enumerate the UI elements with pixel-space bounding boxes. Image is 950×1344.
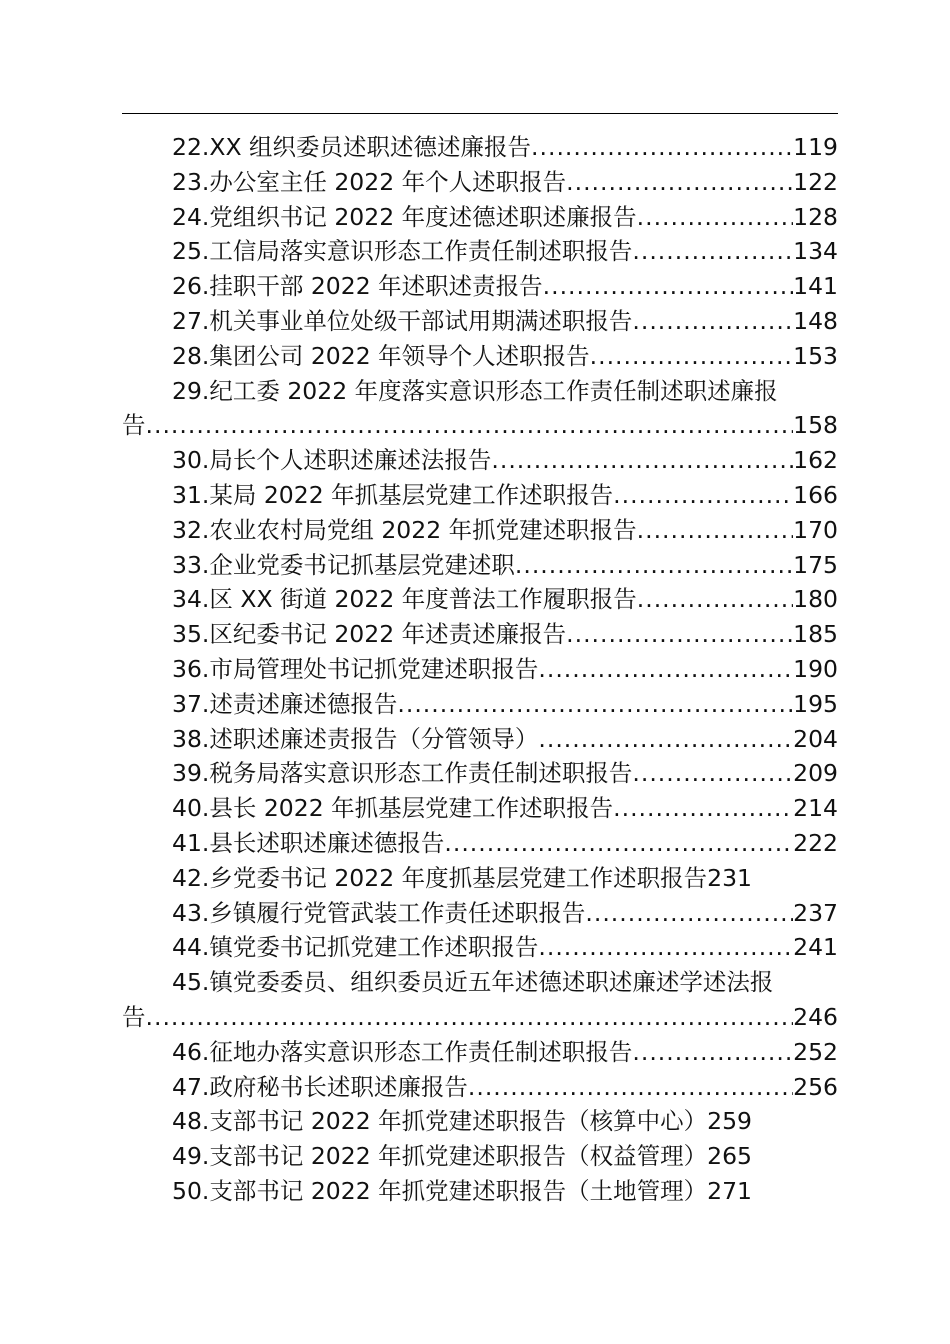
toc-leader-dots (538, 652, 793, 687)
toc-entry[interactable] (0, 1070, 838, 1105)
toc-entry-title: 49.支部书记 2022 年抓党建述职报告（权益管理） (172, 1142, 708, 1171)
toc-entry[interactable] (0, 374, 838, 409)
toc-leader-dots (637, 200, 794, 235)
toc-leader-dots (613, 478, 793, 513)
toc-entry-title: 45.镇党委委员、组织委员近五年述德述职述廉述学述法报 (172, 968, 774, 997)
toc-entry[interactable] (0, 304, 838, 339)
toc-leader-dots (491, 443, 793, 478)
toc-entry-title: 26.挂职干部 2022 年述职述责报告 (172, 272, 543, 301)
toc-entry-title: 39.税务局落实意识形态工作责任制述职报告 (172, 759, 633, 788)
toc-entry-title: 41.县长述职述廉述德报告 (172, 828, 445, 857)
toc-page-number: 237 (793, 898, 838, 927)
toc-entry[interactable] (0, 478, 838, 513)
toc-page-number: 214 (793, 794, 838, 823)
toc-entry[interactable] (0, 826, 838, 861)
toc-entry[interactable] (0, 722, 838, 757)
toc-page-number: 128 (793, 202, 838, 231)
toc-page-number: 122 (793, 167, 838, 196)
toc-page-number: 185 (793, 620, 838, 649)
toc-page-number: 119 (793, 133, 838, 161)
toc-entry[interactable] (0, 1139, 950, 1174)
toc-leader-dots (146, 408, 794, 443)
toc-leader-dots (632, 304, 793, 339)
toc-entry[interactable] (0, 617, 838, 652)
toc-entry-title: 31.某局 2022 年抓基层党建工作述职报告 (172, 480, 614, 509)
toc-entry[interactable] (0, 896, 838, 931)
toc-page-number: 256 (793, 1072, 838, 1101)
toc-leader-dots (590, 339, 794, 374)
toc-entry-title: 48.支部书记 2022 年抓党建述职报告（核算中心） (172, 1107, 708, 1136)
toc-entry-title: 22.XX 组织委员述职述德述廉报告 (172, 133, 532, 161)
toc-entry-title: 32.农业农村局党组 2022 年抓党建述职报告 (172, 515, 637, 544)
toc-entry-title-continuation: 告 (122, 1002, 146, 1031)
toc-entry[interactable] (0, 930, 838, 965)
toc-entry-title: 33.企业党委书记抓基层党建述职 (172, 550, 515, 579)
toc-leader-dots (637, 582, 793, 617)
toc-leader-dots (531, 130, 793, 165)
toc-entry-title: 27.机关事业单位处级干部试用期满述职报告 (172, 306, 633, 335)
toc-entry[interactable] (0, 791, 838, 826)
toc-entry[interactable] (0, 443, 838, 478)
toc-page-number: 158 (793, 411, 838, 440)
toc-entry[interactable] (0, 234, 838, 269)
toc-entry-title: 36.市局管理处书记抓党建述职报告 (172, 654, 539, 683)
toc-page-number: 148 (793, 306, 838, 335)
toc-leader-dots (397, 687, 793, 722)
toc-leader-dots (632, 756, 793, 791)
toc-entry-title: 28.集团公司 2022 年领导个人述职报告 (172, 341, 590, 370)
toc-entry-title: 35.区纪委书记 2022 年述责述廉报告 (172, 620, 567, 649)
toc-entry-title: 37.述责述廉述德报告 (172, 689, 398, 718)
toc-page-number: 209 (793, 759, 838, 788)
toc-entry-title: 38.述职述廉述责报告（分管领导） (172, 724, 539, 753)
toc-page-number: 204 (793, 724, 838, 753)
toc-entry[interactable] (0, 687, 838, 722)
toc-leader-dots (566, 617, 793, 652)
toc-entry[interactable] (0, 548, 838, 583)
toc-leader-dots (538, 930, 793, 965)
toc-entry-title: 29.纪工委 2022 年度落实意识形态工作责任制述职述廉报 (172, 376, 778, 405)
toc-entry[interactable] (0, 582, 838, 617)
toc-page-number: 241 (793, 933, 838, 962)
toc-leader-dots (444, 826, 793, 861)
toc-entry[interactable] (0, 965, 838, 1000)
toc-leader-dots (585, 896, 793, 931)
toc-leader-dots (515, 548, 793, 583)
toc-page-number: 252 (793, 1037, 838, 1066)
toc-leader-dots (538, 722, 793, 757)
toc-entry-title: 42.乡党委书记 2022 年度抓基层党建工作述职报告 (172, 863, 708, 892)
toc-page-number: 265 (707, 1142, 752, 1171)
toc-entry[interactable] (0, 1035, 838, 1070)
toc-entry[interactable] (0, 200, 838, 235)
toc-leader-dots (613, 791, 793, 826)
toc-entry-title-continuation: 告 (122, 411, 146, 440)
toc-leader-dots (632, 234, 793, 269)
toc-entry-title: 25.工信局落实意识形态工作责任制述职报告 (172, 237, 633, 266)
toc-entry-title: 24.党组织书记 2022 年度述德述职述廉报告 (172, 202, 637, 231)
toc-page-number: 134 (793, 237, 838, 266)
toc-leader-dots (146, 1000, 794, 1035)
toc-entry-continuation[interactable] (0, 1000, 838, 1035)
toc-entry-title: 50.支部书记 2022 年抓党建述职报告（土地管理） (172, 1176, 708, 1205)
toc-leader-dots (543, 269, 794, 304)
toc-page-number: 271 (707, 1176, 752, 1205)
toc-page-number: 166 (793, 480, 838, 509)
toc-page-number: 190 (793, 654, 838, 683)
toc-entry[interactable] (0, 861, 950, 896)
toc-entry-title: 23.办公室主任 2022 年个人述职报告 (172, 167, 567, 196)
toc-page-number: 195 (793, 689, 838, 718)
toc-page-number: 259 (707, 1107, 752, 1136)
toc-entry[interactable] (0, 1104, 950, 1139)
toc-entry-title: 40.县长 2022 年抓基层党建工作述职报告 (172, 794, 614, 823)
toc-page-number: 141 (793, 272, 838, 301)
toc-leader-dots (468, 1070, 793, 1105)
toc-entry[interactable] (0, 130, 838, 165)
toc-entry-title: 43.乡镇履行党管武装工作责任述职报告 (172, 898, 586, 927)
toc-entry[interactable] (0, 1174, 950, 1209)
toc-page-number: 170 (793, 515, 838, 544)
toc-entry[interactable] (0, 269, 838, 304)
toc-entry[interactable] (0, 513, 838, 548)
toc-page-number: 153 (793, 341, 838, 370)
toc-entry-continuation[interactable] (0, 408, 838, 443)
toc-page-number: 231 (707, 863, 752, 892)
toc-entry[interactable] (0, 756, 838, 791)
toc-page-number: 222 (793, 828, 838, 857)
header-rule (122, 113, 838, 114)
toc-entry[interactable] (0, 339, 838, 374)
toc-entry-title: 47.政府秘书长述职述廉报告 (172, 1072, 468, 1101)
toc-leader-dots (637, 513, 794, 548)
toc-entry-title: 46.征地办落实意识形态工作责任制述职报告 (172, 1037, 633, 1066)
toc-entry-title: 44.镇党委书记抓党建工作述职报告 (172, 933, 539, 962)
toc-entry[interactable] (0, 652, 838, 687)
toc-entry-title: 34.区 XX 街道 2022 年度普法工作履职报告 (172, 585, 637, 614)
toc-page-number: 180 (793, 585, 838, 614)
toc-leader-dots (566, 165, 793, 200)
toc-page-number: 175 (793, 550, 838, 579)
table-of-contents (0, 130, 950, 1209)
toc-entry-title: 30.局长个人述职述廉述法报告 (172, 446, 492, 475)
toc-page-number: 246 (793, 1002, 838, 1031)
toc-leader-dots (632, 1035, 793, 1070)
toc-entry[interactable] (0, 165, 838, 200)
toc-page-number: 162 (793, 446, 838, 475)
